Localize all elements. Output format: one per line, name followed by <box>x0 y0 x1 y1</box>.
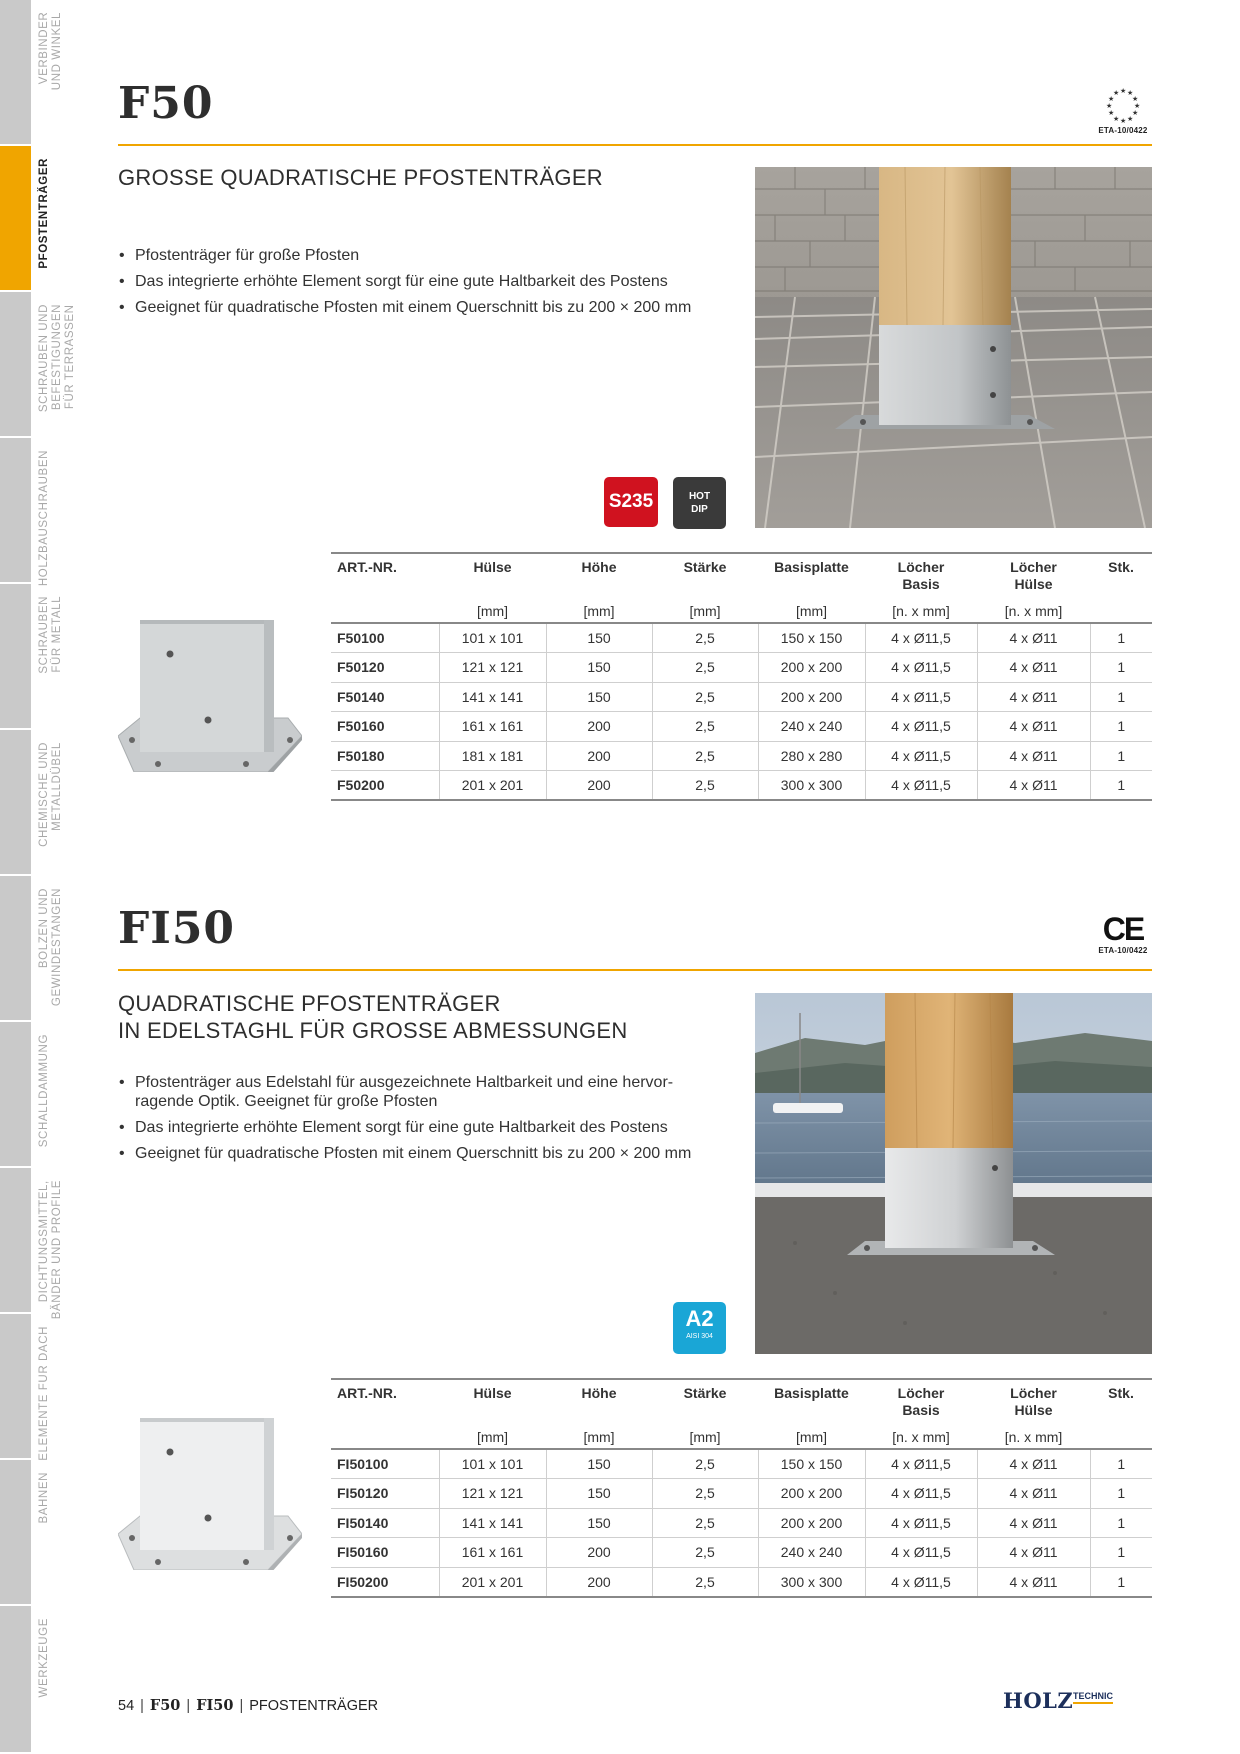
column-header: Basisplatte <box>758 1379 865 1425</box>
table-row <box>331 712 1152 742</box>
table-cell: 1 <box>1090 653 1152 683</box>
table-cell: 4 x Ø11,5 <box>865 1538 977 1568</box>
column-header: Basisplatte <box>758 553 865 599</box>
article-number: FI50120 <box>331 1479 439 1509</box>
footer-product-code[interactable]: F50 <box>149 1697 181 1714</box>
feature-item: • Geeignet für quadratische Pfosten mit einem Querschnitt bis zu 200 × 200 mm <box>118 1144 730 1163</box>
table-cell: 201 x 201 <box>439 771 546 801</box>
column-header: Stärke <box>652 1379 758 1425</box>
table-cell: 200 x 200 <box>758 653 865 683</box>
table-cell: 4 x Ø11 <box>977 1508 1090 1538</box>
article-number: F50100 <box>331 623 439 653</box>
unit-cell: [mm] <box>758 599 865 623</box>
eta-code: ETA-10/0422 <box>1098 946 1148 955</box>
table-row <box>331 1449 1152 1479</box>
table-cell: 4 x Ø11,5 <box>865 1508 977 1538</box>
column-header: ART.-NR. <box>331 553 439 599</box>
eta-certification-f50 <box>1088 86 1158 135</box>
table-cell: 150 <box>546 1449 652 1479</box>
product-title-fi50: FI50 <box>118 903 236 954</box>
article-number: F50180 <box>331 741 439 771</box>
table-cell: 1 <box>1090 1508 1152 1538</box>
hot-dip-text: HOT <box>688 491 711 502</box>
sidebar-item-label: HOLZBAUSCHRAUBEN <box>38 450 50 587</box>
table-cell: 150 <box>546 1508 652 1538</box>
sidebar-item-schrauben-terrassen[interactable] <box>0 292 88 438</box>
table-cell: 2,5 <box>652 623 758 653</box>
product-title-f50: F50 <box>118 78 214 129</box>
table-cell: 4 x Ø11,5 <box>865 653 977 683</box>
sidebar-item-label: SCHRAUBEN UND BEFESTIGUNGEN FÜR TERRASSEN <box>38 304 76 413</box>
feature-item: • Geeignet für quadratische Pfosten mit einem Querschnitt bis zu 200 × 200 mm <box>118 298 738 317</box>
sidebar-item-label: BOLZEN UND GEWINDESTANGEN <box>38 888 63 1007</box>
product-render-f50 <box>118 612 302 772</box>
table-cell: 1 <box>1090 1479 1152 1509</box>
column-header: Stk. <box>1090 553 1152 599</box>
spec-table-fi50 <box>331 1378 1152 1598</box>
table-row <box>331 1508 1152 1538</box>
section-subtitle-f50: GROSSE QUADRATISCHE PFOSTENTRÄGER <box>118 165 603 190</box>
table-cell: 200 <box>546 741 652 771</box>
table-cell: 280 x 280 <box>758 741 865 771</box>
table-cell: 4 x Ø11,5 <box>865 1567 977 1597</box>
table-cell: 4 x Ø11,5 <box>865 741 977 771</box>
unit-cell <box>331 1425 439 1449</box>
table-row <box>331 623 1152 653</box>
table-cell: 161 x 161 <box>439 712 546 742</box>
table-row <box>331 1479 1152 1509</box>
table-row <box>331 771 1152 801</box>
table-row <box>331 1567 1152 1597</box>
sidebar-item-label: PFOSTENTRÄGER <box>38 158 50 269</box>
table-cell: 200 <box>546 712 652 742</box>
unit-cell: [mm] <box>439 1425 546 1449</box>
logo-wordmark: HOLZ <box>1003 1688 1074 1713</box>
article-number: FI50160 <box>331 1538 439 1568</box>
unit-cell: [mm] <box>546 1425 652 1449</box>
sidebar-item-label: SCHRAUBEN FÜR METALL <box>38 596 63 674</box>
sidebar-item-label: ELEMENTE FÜR DACH <box>38 1326 50 1461</box>
steel-grade-badge: S235 <box>604 477 658 527</box>
table-cell: 4 x Ø11,5 <box>865 771 977 801</box>
table-cell: 200 x 200 <box>758 682 865 712</box>
sidebar-item-pfostentraeger[interactable] <box>0 146 88 292</box>
table-cell: 200 x 200 <box>758 1508 865 1538</box>
sidebar-item-holzbauschrauben[interactable] <box>0 438 88 587</box>
column-header: Höhe <box>546 553 652 599</box>
unit-cell <box>1090 1425 1152 1449</box>
column-header: ART.-NR. <box>331 1379 439 1425</box>
table-cell: 4 x Ø11 <box>977 623 1090 653</box>
page-footer: 54 | F50 | FI50 | PFOSTENTRÄGER <box>118 1697 379 1714</box>
table-cell: 4 x Ø11 <box>977 682 1090 712</box>
table-cell: 4 x Ø11 <box>977 1538 1090 1568</box>
column-header: Löcher Basis <box>865 553 977 599</box>
table-cell: 4 x Ø11 <box>977 653 1090 683</box>
feature-list-f50 <box>118 246 738 324</box>
table-cell: 141 x 141 <box>439 1508 546 1538</box>
table-cell: 2,5 <box>652 1567 758 1597</box>
article-number: F50200 <box>331 771 439 801</box>
table-cell: 1 <box>1090 712 1152 742</box>
unit-cell: [n. x mm] <box>865 1425 977 1449</box>
sidebar-item-werkzeuge[interactable] <box>0 1606 88 1754</box>
unit-cell: [mm] <box>652 1425 758 1449</box>
sidebar-item-schalldaemmung[interactable] <box>0 1022 88 1168</box>
table-cell: 1 <box>1090 741 1152 771</box>
ce-mark-icon: CE <box>1102 911 1144 947</box>
sidebar-item-dichtungsmittel[interactable] <box>0 1168 88 1320</box>
table-cell: 150 x 150 <box>758 1449 865 1479</box>
table-cell: 2,5 <box>652 1508 758 1538</box>
table-row <box>331 682 1152 712</box>
column-header: Stärke <box>652 553 758 599</box>
table-cell: 4 x Ø11 <box>977 1449 1090 1479</box>
section-divider <box>118 969 1152 971</box>
table-cell: 4 x Ø11 <box>977 1479 1090 1509</box>
table-cell: 200 <box>546 1567 652 1597</box>
table-cell: 1 <box>1090 1538 1152 1568</box>
subtitle-line: IN EDELSTAGHL FÜR GROSSE ABMESSUNGEN <box>118 1018 628 1043</box>
table-cell: 200 <box>546 771 652 801</box>
sidebar-item-label: VERBINDER UND WINKEL <box>38 12 63 91</box>
table-cell: 150 <box>546 653 652 683</box>
footer-product-code[interactable]: FI50 <box>196 1697 234 1714</box>
table-cell: 150 <box>546 623 652 653</box>
sidebar-item-label: SCHALLDÄMMUNG <box>38 1034 50 1148</box>
sidebar-item-label: DICHTUNGSMITTEL, BÄNDER UND PROFILE <box>38 1180 63 1320</box>
page-number: 54 <box>118 1698 135 1714</box>
table-row <box>331 1538 1152 1568</box>
table-cell: 2,5 <box>652 1479 758 1509</box>
table-cell: 2,5 <box>652 771 758 801</box>
logo-subtitle: TECHNIC <box>1073 1691 1113 1704</box>
table-row <box>331 653 1152 683</box>
column-header: Hülse <box>439 1379 546 1425</box>
table-cell: 2,5 <box>652 741 758 771</box>
spec-table-f50 <box>331 552 1152 801</box>
unit-cell: [n. x mm] <box>977 599 1090 623</box>
column-header: Löcher Hülse <box>977 553 1090 599</box>
material-standard: AISI 304 <box>686 1333 713 1340</box>
table-cell: 4 x Ø11 <box>977 771 1090 801</box>
feature-item: • Das integrierte erhöhte Element sorgt für eine gute Haltbarkeit des Postens <box>118 1118 730 1137</box>
table-cell: 201 x 201 <box>439 1567 546 1597</box>
table-cell: 4 x Ø11 <box>977 741 1090 771</box>
feature-list-fi50 <box>118 1073 730 1170</box>
material-grade: A2 <box>685 1306 714 1331</box>
article-number: F50140 <box>331 682 439 712</box>
eu-stars-icon: ★ ★ ★ ★ ★ ★ ★ ★ ★ ★ ★ ★ <box>1106 88 1141 125</box>
column-header: Höhe <box>546 1379 652 1425</box>
article-number: F50120 <box>331 653 439 683</box>
hot-dip-text: DIP <box>691 504 708 515</box>
product-photo-f50 <box>755 167 1152 528</box>
article-number: F50160 <box>331 712 439 742</box>
table-cell: 4 x Ø11 <box>977 1567 1090 1597</box>
sidebar-item-duebel[interactable] <box>0 730 88 876</box>
column-header: Hülse <box>439 553 546 599</box>
article-number: FI50140 <box>331 1508 439 1538</box>
table-cell: 150 <box>546 682 652 712</box>
sidebar-item-label: WERKZEUGE <box>38 1618 50 1698</box>
table-cell: 1 <box>1090 771 1152 801</box>
sidebar-item-verbinder[interactable] <box>0 0 88 146</box>
table-cell: 240 x 240 <box>758 1538 865 1568</box>
ce-certification-fi50 <box>1088 912 1158 955</box>
feature-item: • Das integrierte erhöhte Element sorgt für eine gute Haltbarkeit des Postens <box>118 272 738 291</box>
article-number: FI50200 <box>331 1567 439 1597</box>
table-cell: 4 x Ø11,5 <box>865 682 977 712</box>
table-cell: 4 x Ø11,5 <box>865 1449 977 1479</box>
table-cell: 1 <box>1090 623 1152 653</box>
column-header: Löcher Basis <box>865 1379 977 1425</box>
table-cell: 4 x Ø11 <box>977 712 1090 742</box>
sidebar-item-dach[interactable] <box>0 1314 88 1460</box>
table-cell: 121 x 121 <box>439 1479 546 1509</box>
table-cell: 300 x 300 <box>758 771 865 801</box>
table-row <box>331 741 1152 771</box>
sidebar-item-label: CHEMISCHE UND METALLDÜBEL <box>38 742 63 847</box>
feature-item: • Pfostenträger für große Pfosten <box>118 246 738 265</box>
column-header: Stk. <box>1090 1379 1152 1425</box>
table-cell: 4 x Ø11,5 <box>865 712 977 742</box>
table-cell: 101 x 101 <box>439 623 546 653</box>
sidebar-item-schrauben-metall[interactable] <box>0 584 88 730</box>
category-sidebar <box>0 0 88 1754</box>
eta-code: ETA-10/0422 <box>1098 126 1148 135</box>
table-cell: 200 <box>546 1538 652 1568</box>
hot-dip-badge <box>673 477 726 529</box>
unit-cell: [mm] <box>546 599 652 623</box>
sidebar-item-bolzen[interactable] <box>0 876 88 1022</box>
table-cell: 2,5 <box>652 1538 758 1568</box>
article-number: FI50100 <box>331 1449 439 1479</box>
sidebar-item-label: BAHNEN <box>38 1472 50 1524</box>
table-cell: 240 x 240 <box>758 712 865 742</box>
table-cell: 200 x 200 <box>758 1479 865 1509</box>
unit-cell: [mm] <box>758 1425 865 1449</box>
table-cell: 2,5 <box>652 682 758 712</box>
table-cell: 150 x 150 <box>758 623 865 653</box>
table-cell: 4 x Ø11,5 <box>865 623 977 653</box>
table-cell: 2,5 <box>652 1449 758 1479</box>
table-cell: 150 <box>546 1479 652 1509</box>
subtitle-line: QUADRATISCHE PFOSTENTRÄGER <box>118 991 501 1016</box>
unit-cell: [n. x mm] <box>865 599 977 623</box>
table-cell: 141 x 141 <box>439 682 546 712</box>
table-cell: 161 x 161 <box>439 1538 546 1568</box>
feature-item: • Pfostenträger aus Edelstahl für ausgezeichnete Haltbarkeit und eine hervor-ragende Optik. Geeignet für große Pfosten <box>118 1073 730 1111</box>
footer-section: PFOSTENTRÄGER <box>249 1698 379 1714</box>
unit-cell: [n. x mm] <box>977 1425 1090 1449</box>
table-cell: 2,5 <box>652 712 758 742</box>
brand-logo <box>1003 1688 1113 1713</box>
table-cell: 300 x 300 <box>758 1567 865 1597</box>
table-cell: 121 x 121 <box>439 653 546 683</box>
product-render-fi50 <box>118 1410 302 1570</box>
unit-cell: [mm] <box>652 599 758 623</box>
table-cell: 1 <box>1090 1449 1152 1479</box>
table-cell: 1 <box>1090 682 1152 712</box>
unit-cell: [mm] <box>439 599 546 623</box>
sidebar-item-bahnen[interactable] <box>0 1460 88 1606</box>
product-photo-fi50 <box>755 993 1152 1354</box>
table-cell: 4 x Ø11,5 <box>865 1479 977 1509</box>
table-cell: 2,5 <box>652 653 758 683</box>
section-subtitle-fi50 <box>118 990 628 1044</box>
unit-cell <box>331 599 439 623</box>
material-badge <box>673 1302 726 1354</box>
table-cell: 101 x 101 <box>439 1449 546 1479</box>
column-header: Löcher Hülse <box>977 1379 1090 1425</box>
section-divider <box>118 144 1152 146</box>
table-cell: 1 <box>1090 1567 1152 1597</box>
unit-cell <box>1090 599 1152 623</box>
table-cell: 181 x 181 <box>439 741 546 771</box>
